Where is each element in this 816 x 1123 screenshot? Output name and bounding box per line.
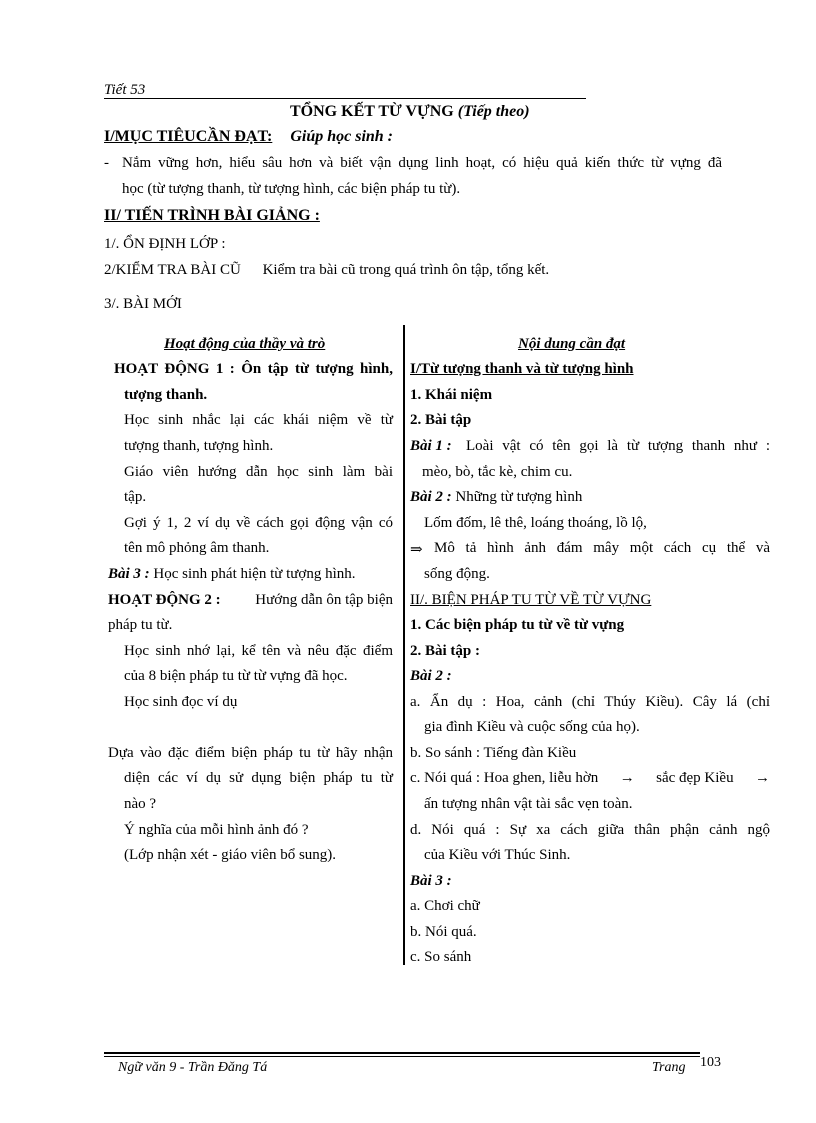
right-text-line: sống động. <box>424 566 490 582</box>
step-2-text: Kiểm tra bài cũ trong quá trình ôn tập, tổng kết. <box>262 262 550 278</box>
exercise-1-label: Bài 1 : <box>410 438 452 454</box>
hyperbole-text: c. Nói quá : Hoa ghen, liễu hờn <box>410 770 599 786</box>
step-2 <box>104 262 549 279</box>
right-subheading: 2. Bài tập <box>410 412 472 428</box>
left-text-line: nào ? <box>124 796 157 812</box>
section1-title: I/MỤC TIÊUCẦN ĐẠT: <box>104 128 273 145</box>
left-text-line: Gợi ý 1, 2 ví dụ về cách gọi động vận có <box>124 515 393 531</box>
bullet-line-2: học (từ tượng thanh, từ tượng hình, các biện pháp tu từ). <box>122 181 461 197</box>
activity-2-line-1 <box>108 592 393 609</box>
right-text-line: d. Nói quá : Sự xa cách giữa thân phận cảnh ngộ <box>410 822 770 838</box>
left-text-line: tượng thanh, tượng hình. <box>124 438 274 454</box>
left-text-line: tên mô phỏng âm thanh. <box>124 540 270 556</box>
right-text-line: Lốm đốm, lê thê, loáng thoáng, lồ lộ, <box>424 515 647 531</box>
exercise-3-label: Bài 3 : <box>108 566 150 582</box>
footer-book <box>118 1060 267 1076</box>
implies-arrow-icon: ⇒ <box>410 542 423 558</box>
exercise-3-text: Học sinh phát hiện từ tượng hình. <box>153 566 356 582</box>
footer-book-title: Ngữ văn 9 - <box>118 1060 188 1075</box>
right-subheading: 1. Khái niệm <box>410 387 493 403</box>
footer-page-number: 103 <box>700 1055 721 1070</box>
left-text-line: tập. <box>124 489 147 505</box>
page-title <box>290 103 530 121</box>
title-main: TỔNG KẾT TỪ VỰNG <box>290 103 454 120</box>
activity-2-label: HOẠT ĐỘNG 2 : <box>108 592 221 608</box>
right-text-line: a. Ẩn dụ : Hoa, cảnh (chỉ Thúy Kiều). Cây lá (chỉ <box>410 694 770 710</box>
bullet-dash: - <box>104 155 109 171</box>
step-3: 3/. BÀI MỚI <box>104 296 182 312</box>
activity-1-line-1: HOẠT ĐỘNG 1 : Ôn tập từ tượng hình, <box>114 361 393 377</box>
left-text-line: Dựa vào đặc điểm biện pháp tu từ hãy nhận <box>108 745 393 761</box>
right-text-line: mèo, bò, tắc kè, chim cu. <box>422 464 573 480</box>
conclusion-line-1 <box>410 540 770 559</box>
left-text-line: Học sinh đọc ví dụ <box>124 694 238 710</box>
footer-author: Trần Đăng Tá <box>187 1060 268 1075</box>
exercise-2-line-1 <box>410 489 582 506</box>
activity-1-line-2: tượng thanh. <box>124 387 208 403</box>
exercise-1-line-1 <box>410 438 770 455</box>
exercise-2b-label: Bài 2 : <box>410 668 452 684</box>
hyperbole-middle: sắc đẹp Kiều <box>656 770 734 786</box>
left-text-line: diện các ví dụ sử dụng biện pháp tu từ <box>124 770 393 786</box>
right-subheading: 1. Các biện pháp tu từ về từ vựng <box>410 617 625 633</box>
header-rule <box>104 98 586 99</box>
bullet-line-1: Nắm vững hơn, hiểu sâu hơn và biết vận dụng linh hoạt, có hiệu quả kiến thức từ vựng đã <box>122 155 722 171</box>
right-column-header: Nội dung cần đạt <box>518 336 626 352</box>
right-text-line: của Kiều với Thúc Sinh. <box>424 847 571 863</box>
step-2-label: 2/KIỂM TRA BÀI CŨ <box>104 262 241 278</box>
right-section-1-title: I/Từ tượng thanh và từ tượng hình <box>410 361 634 377</box>
section1-heading <box>104 128 393 146</box>
exercise-3b-label: Bài 3 : <box>410 873 452 889</box>
step-1: 1/. ỔN ĐỊNH LỚP : <box>104 236 226 252</box>
right-arrow-icon: → <box>755 770 770 786</box>
right-text-line: ấn tượng nhân vật tài sắc vẹn toàn. <box>424 796 633 812</box>
exercise-2-label: Bài 2 : <box>410 489 452 505</box>
conclusion-text: Mô tả hình ảnh đám mây một cách cụ thể và <box>434 540 770 556</box>
footer-rule-top <box>104 1052 700 1054</box>
footer-rule-bottom <box>104 1056 700 1057</box>
section1-subtitle: Giúp học sinh : <box>290 128 394 145</box>
right-text-line: gia đình Kiều và cuộc sống của họ). <box>424 719 640 735</box>
left-text-line: Ý nghĩa của mỗi hình ảnh đó ? <box>124 822 309 838</box>
right-arrow-icon: → <box>619 770 635 786</box>
title-sub: (Tiếp theo) <box>457 103 530 120</box>
right-text-line: b. So sánh : Tiếng đàn Kiều <box>410 745 577 761</box>
left-text-line: của 8 biện pháp tu từ từ vựng đã học. <box>124 668 348 684</box>
right-subheading: 2. Bài tập : <box>410 643 481 659</box>
section2-heading: II/ TIẾN TRÌNH BÀI GIẢNG : <box>104 207 320 224</box>
activity-2-line-2: pháp tu từ. <box>108 617 173 633</box>
hyperbole-line-1 <box>410 770 770 787</box>
activity-2-text: Hướng dẫn ôn tập biện <box>255 592 393 608</box>
right-text-line: c. So sánh <box>410 949 472 965</box>
left-text-line: Học sinh nhắc lại các khái niệm về từ <box>124 412 393 428</box>
right-section-2-title: II/. BIỆN PHÁP TU TỪ VỀ TỪ VỰNG <box>410 592 652 608</box>
right-text-line: a. Chơi chữ <box>410 898 480 914</box>
exercise-1-text: Loài vật có tên gọi là từ tượng thanh như : <box>466 438 770 454</box>
lesson-number: Tiết 53 <box>104 82 146 98</box>
left-column-header: Hoạt động của thầy và trò <box>164 336 326 352</box>
left-text-line: (Lớp nhận xét - giáo viên bổ sung). <box>124 847 337 863</box>
left-text-line: Học sinh nhớ lại, kể tên và nêu đặc điểm <box>124 643 393 659</box>
footer-page-label: Trang <box>652 1060 686 1075</box>
column-divider <box>403 325 405 965</box>
exercise-2-text: Những từ tượng hình <box>455 489 583 505</box>
right-text-line: b. Nói quá. <box>410 924 477 940</box>
left-text-line: Giáo viên hướng dẫn học sinh làm bài <box>124 464 393 480</box>
exercise-3-left <box>108 566 356 583</box>
